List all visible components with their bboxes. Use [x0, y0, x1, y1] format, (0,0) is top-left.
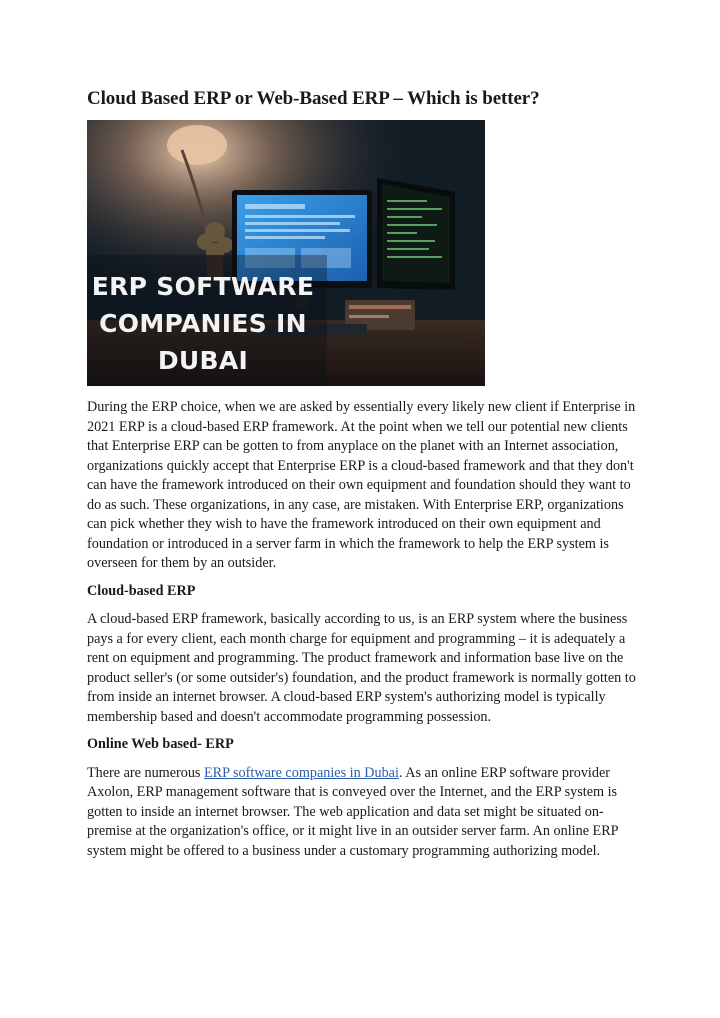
paragraph-text: . As an online ERP software provider Axolon, ERP management software that is conveyed over the Internet, and the ERP system is gotten to inside an internet browser. The web application and data set might be situated on-premise at the organization's office, or it might live in an outsider server farm. An online ERP system might be offered to a business under a customary programming authorizing model. [87, 764, 619, 859]
erp-companies-link[interactable]: ERP software companies in Dubai [204, 764, 399, 781]
intro-paragraph: During the ERP choice, when we are asked by essentially every likely new client if Enterprise in 2021 ERP is a cloud-based ERP framework. At the point when we tell our potential new clients that Enterprise ERP can be gotten to from anyplace on the planet with an Internet association, organizations quickly accept that Enterprise ERP is a cloud-based framework and that they don't can have the framework introduced on their own equipment and foundation should they want to do as such. These organizations, in any case, are mistaken. With Enterprise ERP, organizations can pick whether they wish to have the framework introduced on their own equipment and foundation or introduced in a server farm in which the framework to help the ERP system is overseen for them by an outsider. [87, 399, 636, 571]
hero-image [87, 120, 485, 386]
section-paragraph-cloud: A cloud-based ERP framework, basically according to us, is an ERP system where the business pays a for every client, each month charge for equipment and programming – it is adequately a rent on equipment and programming. The product framework and information base live on the product seller's (or some outsider's) foundation, and the product framework is normally gotten to from inside an internet browser. A cloud-based ERP system's authorizing model is typically membership based and doesn't accommodate programming possession. [87, 611, 636, 725]
hero-caption-line: COMPANIES IN [99, 309, 307, 338]
hero-caption-line: DUBAI [157, 346, 249, 375]
section-heading-cloud: Cloud-based ERP [87, 582, 196, 599]
hero-caption-line: ERP SOFTWARE [91, 272, 315, 301]
hero-caption [87, 268, 319, 379]
document-content [87, 84, 639, 869]
paragraph-text: There are numerous [87, 764, 204, 781]
section-heading-web: Online Web based- ERP [87, 736, 234, 752]
page-title: Cloud Based ERP or Web-Based ERP – Which is better? [87, 88, 540, 109]
section-paragraph-web [87, 764, 639, 862]
